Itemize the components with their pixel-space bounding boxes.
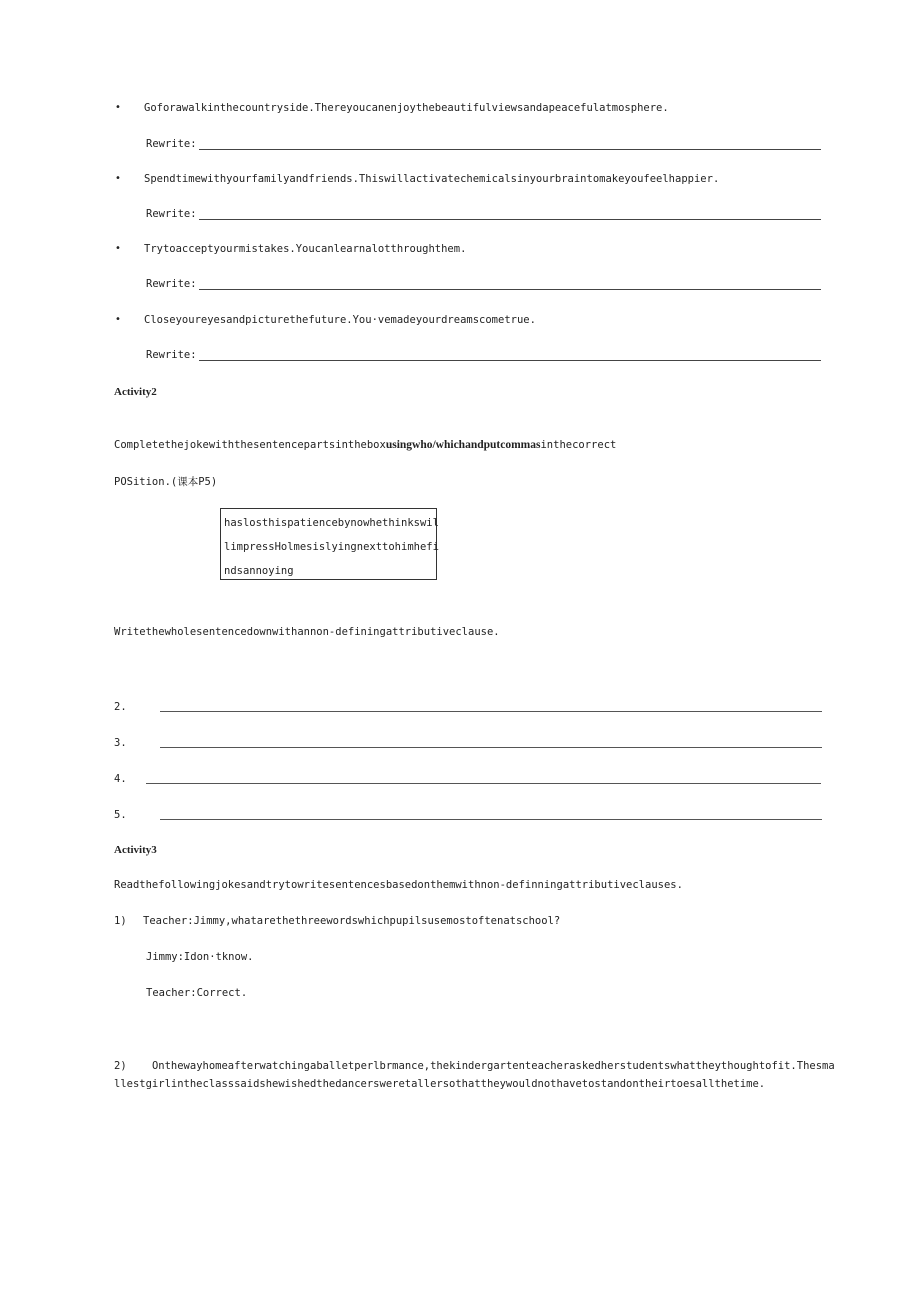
- rewrite-label: Rewrite:: [146, 208, 197, 220]
- bullet-2: •: [115, 173, 121, 184]
- sentence-1: Goforawalkinthecountryside.Thereyoucanenjoythebeautifulviewsandapeacefulatmosphere.: [144, 102, 669, 114]
- box-line-3: ndsannoying: [224, 565, 294, 577]
- answer-number-4: 4.: [114, 773, 127, 785]
- box-line-2: limpressHolmesislyingnexttohimhefi: [224, 541, 439, 553]
- answer-number-2: 2.: [114, 701, 127, 713]
- joke1-line1: Teacher:Jimmy,whatarethethreewordswhichpupilsusemostoftenatschool?: [143, 915, 561, 927]
- rewrite-label: Rewrite:: [146, 349, 197, 361]
- instruction-part-b: usingwho/whichandputcommas: [385, 439, 541, 451]
- joke1-line3: Teacher:Correct.: [146, 987, 248, 999]
- rewrite-row-1[interactable]: [146, 138, 821, 150]
- answer-line-2[interactable]: [160, 711, 822, 712]
- activity2-heading: Activity2: [114, 386, 157, 398]
- box-line-1: haslosthispatiencebynowhethinkswil: [224, 517, 439, 529]
- rewrite-line[interactable]: [199, 280, 821, 290]
- rewrite-row-2[interactable]: [146, 208, 821, 220]
- sentence-4: Closeyoureyesandpicturethefuture.You·vemadeyourdreamscometrue.: [144, 314, 536, 326]
- write-instruction: Writethewholesentencedownwithannon-definingattributiveclause.: [114, 626, 500, 638]
- activity2-instruction-line2: POSition.(课本P5): [114, 476, 218, 488]
- rewrite-label: Rewrite:: [146, 138, 197, 150]
- rewrite-line[interactable]: [199, 210, 821, 220]
- joke2: [114, 1057, 839, 1093]
- answer-number-3: 3.: [114, 737, 127, 749]
- answer-number-5: 5.: [114, 809, 127, 821]
- activity3-instruction: Readthefollowingjokesandtrytowritesentencesbasedonthemwithnon-definningattributiveclauses.: [114, 879, 683, 891]
- joke1-number: 1): [114, 915, 127, 927]
- rewrite-line[interactable]: [199, 140, 821, 150]
- answer-line-3[interactable]: [160, 747, 822, 748]
- joke1-line2: Jimmy:Idon·tknow.: [146, 951, 254, 963]
- rewrite-row-3[interactable]: [146, 278, 821, 290]
- bullet-1: •: [115, 102, 121, 113]
- joke2-text: Onthewayhomeafterwatchingaballetperlbrmance,thekindergartenteacheraskedherstudentswhattheythoughtofit.Thesmallestgirlintheclasssaidshewishedthedancersweretallersothattheywouldnothavetostandontheirtoesallthetime.: [114, 1060, 835, 1090]
- activity2-instruction: [114, 439, 616, 451]
- instruction-part-a: Completethejokewiththesentencepartsinthebox: [114, 439, 386, 451]
- sentence-2: Spendtimewithyourfamilyandfriends.Thiswillactivatechemicalsinyourbraintomakeyoufeelhappier.: [144, 173, 720, 185]
- answer-line-4[interactable]: [146, 783, 821, 784]
- rewrite-row-4[interactable]: [146, 349, 821, 361]
- sentence-3: Trytoacceptyourmistakes.Youcanlearnalotthroughthem.: [144, 243, 467, 255]
- rewrite-label: Rewrite:: [146, 278, 197, 290]
- bullet-3: •: [115, 243, 121, 254]
- sentence-parts-box: [220, 508, 437, 580]
- rewrite-line[interactable]: [199, 351, 821, 361]
- bullet-4: •: [115, 314, 121, 325]
- joke2-number: 2): [114, 1060, 127, 1072]
- answer-line-5[interactable]: [160, 819, 822, 820]
- activity3-heading: Activity3: [114, 844, 157, 856]
- instruction-part-c: inthecorrect: [540, 439, 617, 451]
